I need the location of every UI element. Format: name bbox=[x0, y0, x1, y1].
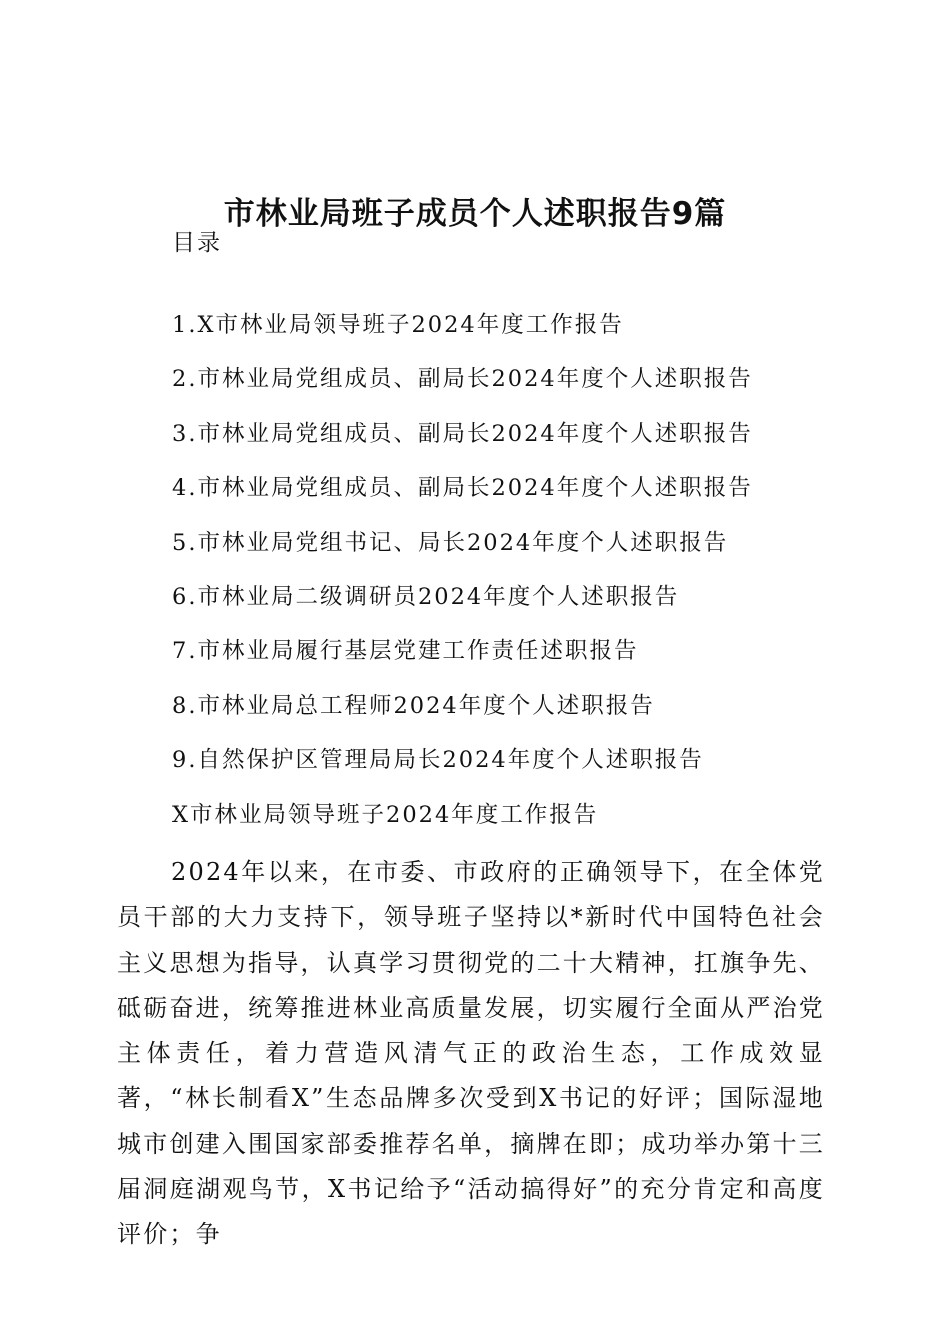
toc-item-6: 6.市林业局二级调研员2024年度个人述职报告 bbox=[172, 583, 680, 610]
toc-item-1: 1.X市林业局领导班子2024年度工作报告 bbox=[172, 312, 624, 338]
toc-heading: 目录 bbox=[172, 230, 222, 256]
body-paragraph: 2024年以来，在市委、市政府的正确领导下，在全体党员干部的大力支持下，领导班子坚持以*新时代中国特色社会主义思想为指导，认真学习贯彻党的二十大精神，扛旗争先、砥砺奋进，统筹推进林业高质量发展，切实履行全面从严治党主体责任，着力营造风清气正的政治生态，工作成效显著，“林长制看X”生态品牌多次受到X书记的好评；国际湿地城市创建入围国家部委推荐名单，摘牌在即；成功举办第十三届洞庭湖观鸟节，X书记给予“活动搞得好”的充分肯定和高度评价；争 bbox=[117, 858, 825, 1249]
document-title: 市林业局班子成员个人述职报告9篇 bbox=[223, 196, 727, 232]
toc-item-8: 8.市林业局总工程师2024年度个人述职报告 bbox=[172, 692, 655, 719]
table-of-contents bbox=[172, 308, 892, 798]
toc-item-2: 2.市林业局党组成员、副局长2024年度个人述职报告 bbox=[172, 366, 753, 393]
toc-item-3: 3.市林业局党组成员、副局长2024年度个人述职报告 bbox=[172, 420, 753, 447]
toc-item-4: 4.市林业局党组成员、副局长2024年度个人述职报告 bbox=[172, 475, 753, 502]
section-heading: X市林业局领导班子2024年度工作报告 bbox=[172, 802, 599, 828]
toc-item-5: 5.市林业局党组书记、局长2024年度个人述职报告 bbox=[172, 529, 729, 556]
toc-item-7: 7.市林业局履行基层党建工作责任述职报告 bbox=[172, 638, 639, 665]
toc-item-9: 9.自然保护区管理局局长2024年度个人述职报告 bbox=[172, 747, 704, 774]
